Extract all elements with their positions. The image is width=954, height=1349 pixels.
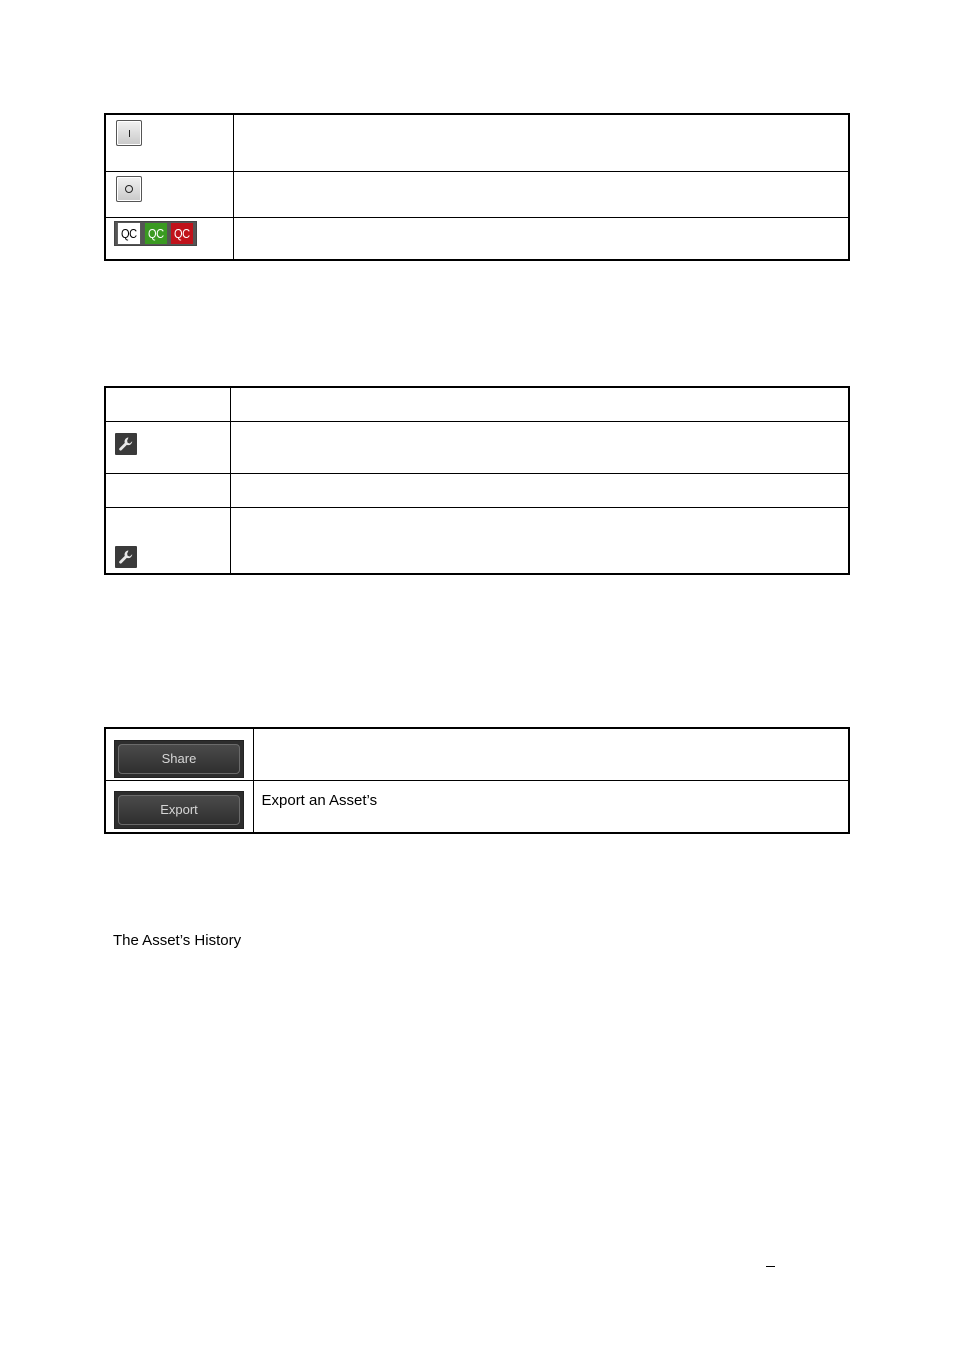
wrench-icon[interactable] <box>115 433 137 455</box>
description-cell <box>253 780 849 833</box>
table-row <box>105 171 849 217</box>
icon-cell <box>105 217 233 260</box>
table-row <box>105 728 849 780</box>
icon-cell <box>105 421 230 473</box>
qc-badge-pass: QC <box>145 223 167 244</box>
icon-cell <box>105 387 230 421</box>
qc-badge-neutral: QC <box>118 223 140 244</box>
toggle-off-icon[interactable] <box>116 176 142 202</box>
description-cell <box>233 171 849 217</box>
toggle-on-icon[interactable] <box>116 120 142 146</box>
icon-cell <box>105 114 233 171</box>
table-row <box>105 473 849 507</box>
qc-status-badges <box>114 221 197 246</box>
export-button[interactable] <box>114 791 244 829</box>
description-cell <box>233 114 849 171</box>
icon-cell <box>105 507 230 574</box>
icon-cell <box>105 473 230 507</box>
description-cell <box>230 387 849 421</box>
asset-history-heading: The Asset’s History <box>113 932 242 949</box>
description-cell <box>230 421 849 473</box>
table-row <box>105 507 849 574</box>
description-cell <box>253 728 849 780</box>
table-row <box>105 217 849 260</box>
table-row <box>105 387 849 421</box>
icon-cell <box>105 171 233 217</box>
icon-cell <box>105 728 253 780</box>
tools-table <box>104 386 850 575</box>
export-button-label: Export <box>118 795 240 825</box>
table-row <box>105 780 849 833</box>
description-cell <box>230 507 849 574</box>
icon-cell <box>105 780 253 833</box>
table-row <box>105 421 849 473</box>
qc-badge-fail: QC <box>171 223 193 244</box>
description-cell <box>233 217 849 260</box>
actions-table <box>104 727 850 834</box>
share-button-label: Share <box>118 744 240 774</box>
page-footer-dash <box>766 1266 775 1267</box>
share-button[interactable] <box>114 740 244 778</box>
wrench-icon[interactable] <box>115 546 137 568</box>
export-description: Export an Asset’s <box>261 791 378 809</box>
description-cell <box>230 473 849 507</box>
table-row <box>105 114 849 171</box>
status-icons-table <box>104 113 850 261</box>
